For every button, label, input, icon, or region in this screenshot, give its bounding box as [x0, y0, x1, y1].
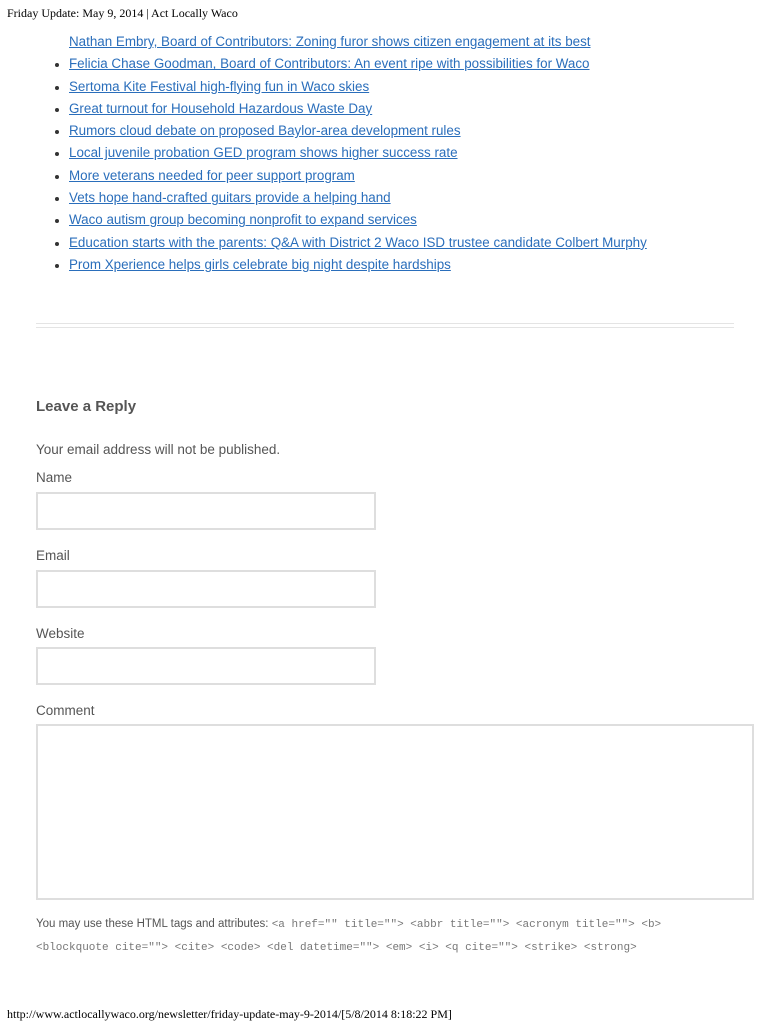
website-label: Website: [36, 626, 85, 641]
article-link[interactable]: Education starts with the parents: Q&A with District 2 Waco ISD trustee candidate Colbert Murphy: [69, 234, 647, 250]
website-field[interactable]: [36, 647, 376, 685]
print-footer-url: http://www.actlocallywaco.org/newsletter/friday-update-may-9-2014/[5/8/2014 8:18:22 PM]: [7, 1007, 452, 1021]
name-label: Name: [36, 470, 73, 485]
article-links-list: [69, 33, 749, 278]
list-item: [69, 144, 749, 166]
email-privacy-note: Your email address will not be published.: [36, 442, 281, 457]
comment-field[interactable]: [36, 724, 754, 900]
list-item: [69, 211, 749, 233]
article-link[interactable]: More veterans needed for peer support program: [69, 167, 355, 183]
print-header: Friday Update: May 9, 2014 | Act Locally Waco: [7, 6, 238, 20]
email-label: Email: [36, 548, 70, 563]
allowed-tags-intro: You may use these HTML tags and attributes:: [36, 918, 269, 930]
list-item: [69, 33, 749, 55]
reply-heading: Leave a Reply: [36, 398, 137, 415]
allowed-tags-line: [36, 918, 661, 931]
article-link[interactable]: Rumors cloud debate on proposed Baylor-area development rules: [69, 123, 461, 139]
article-link[interactable]: Vets hope hand-crafted guitars provide a helping hand: [69, 190, 391, 206]
list-item: [69, 167, 749, 189]
list-item: [69, 256, 749, 278]
allowed-tags-code-continued: <blockquote cite=""> <cite> <code> <del datetime=""> <em> <i> <q cite=""> <strike> <strong>: [36, 942, 637, 954]
list-item: [69, 234, 749, 256]
name-field[interactable]: [36, 492, 376, 530]
article-link[interactable]: Prom Xperience helps girls celebrate big night despite hardships: [69, 256, 451, 272]
list-item: [69, 78, 749, 100]
list-item: [69, 100, 749, 122]
email-field[interactable]: [36, 570, 376, 608]
article-link[interactable]: Felicia Chase Goodman, Board of Contributors: An event ripe with possibilities for Waco: [69, 56, 590, 72]
comment-label: Comment: [36, 703, 95, 718]
list-item: [69, 55, 749, 77]
section-divider: [36, 323, 734, 328]
article-link[interactable]: Waco autism group becoming nonprofit to expand services: [69, 212, 417, 228]
article-link[interactable]: Sertoma Kite Festival high-flying fun in Waco skies: [69, 78, 370, 94]
article-link[interactable]: Local juvenile probation GED program shows higher success rate: [69, 145, 458, 161]
article-link[interactable]: Great turnout for Household Hazardous Waste Day: [69, 100, 373, 116]
article-link[interactable]: Nathan Embry, Board of Contributors: Zoning furor shows citizen engagement at its best: [69, 34, 591, 49]
allowed-tags-code: <a href="" title=""> <abbr title=""> <acronym title=""> <b>: [271, 919, 662, 931]
list-item: [69, 189, 749, 211]
list-item: [69, 122, 749, 144]
